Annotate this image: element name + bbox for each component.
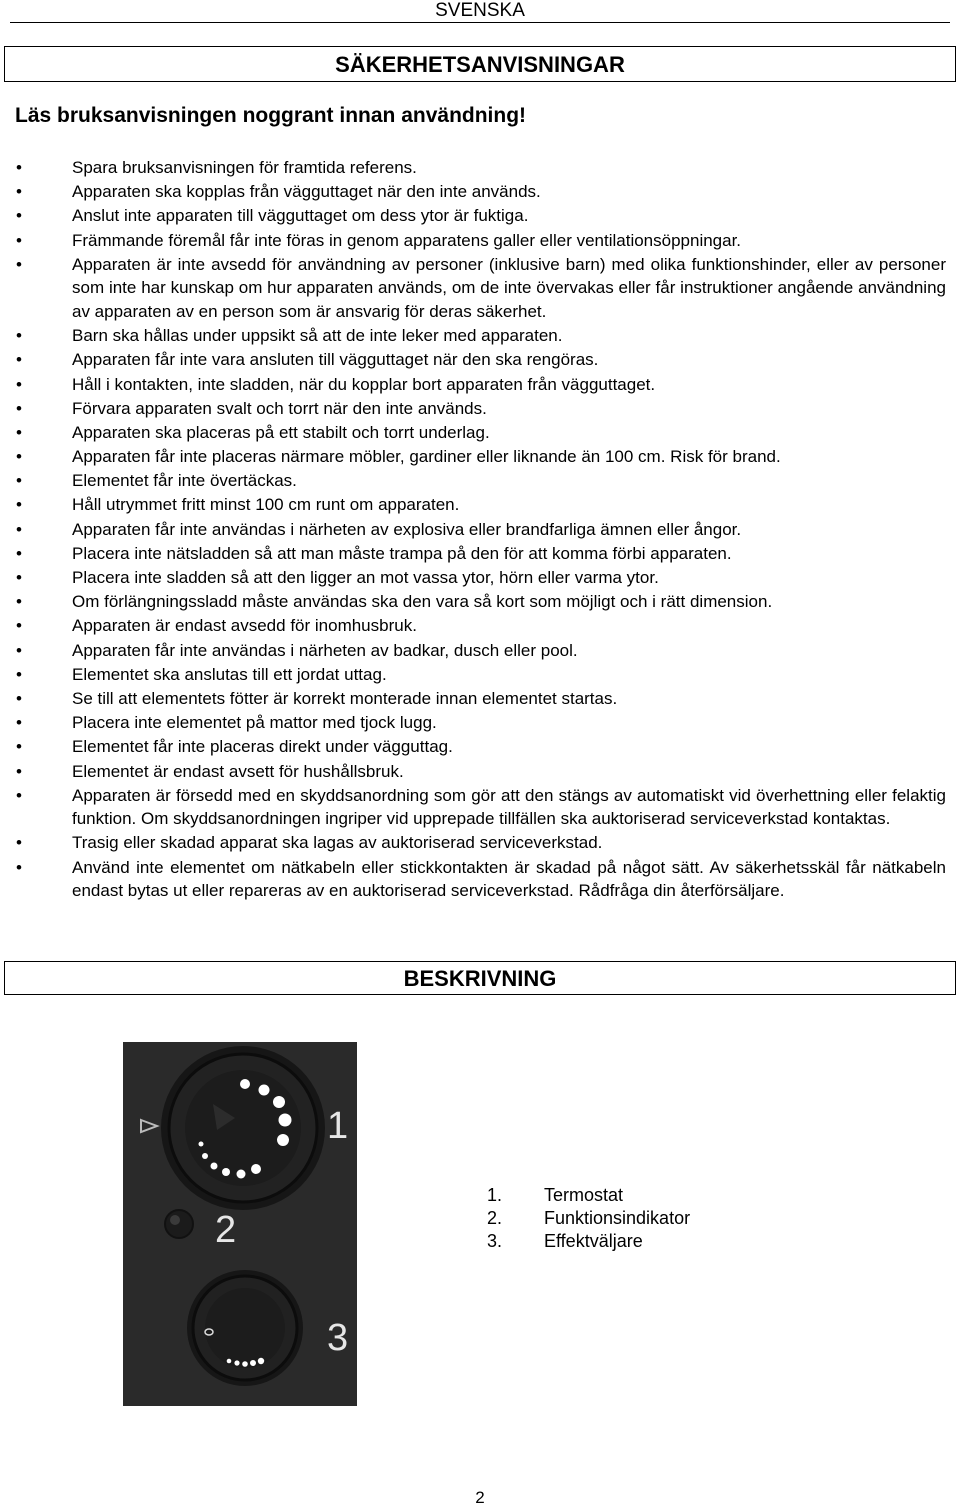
safety-rule-item: • Apparaten får inte vara ansluten till vägguttaget när den ska rengöras. <box>0 348 946 372</box>
safety-rule-item: • Främmande föremål får inte föras in genom apparatens galler eller ventilationsöppningar. <box>0 229 946 253</box>
power-selector-knob <box>187 1270 303 1386</box>
safety-rule-item: • Om förlängningssladd måste användas ska den vara så kort som möjligt och i rätt dimension. <box>0 590 946 614</box>
safety-rule-item: • Elementet får inte placeras direkt under vägguttag. <box>0 735 946 759</box>
control-panel-photo <box>123 1042 357 1406</box>
safety-title: SÄKERHETSANVISNINGAR <box>335 52 625 77</box>
safety-rule-item: • Apparaten får inte placeras närmare möbler, gardiner eller liknande än 100 cm. Risk för brand. <box>0 445 946 469</box>
component-legend <box>487 1184 690 1253</box>
safety-rule-item: • Använd inte elementet om nätkabeln eller stickkontakten är skadad på något sätt. Av säkerhetsskäl får nätkabeln endast bytas ut eller repareras av en auktoriserad serviceverkstad. Rådfråga din återförsäljare. <box>0 856 946 903</box>
safety-rules-list <box>0 156 946 903</box>
thermostat-knob <box>161 1046 325 1210</box>
safety-rule-item: • Håll i kontakten, inte sladden, när du kopplar bort apparaten från vägguttaget. <box>0 373 946 397</box>
safety-rule-item: • Förvara apparaten svalt och torrt när den inte används. <box>0 397 946 421</box>
safety-rule-item: • Spara bruksanvisningen för framtida referens. <box>0 156 946 180</box>
legend-label: Effektväljare <box>544 1231 643 1251</box>
label-3: 3 <box>327 1317 349 1359</box>
safety-rule-item: • Apparaten är inte avsedd för användning av personer (inklusive barn) med olika funktionshinder, eller av personer som inte har kunskap om hur apparaten används, om de inte övervakas eller får instruktioner angående användning av apparaten av en person som är ansvarig för deras säkerhet. <box>0 253 946 324</box>
safety-rule-item: • Elementet är endast avsett för hushållsbruk. <box>0 760 946 784</box>
safety-rule-item: • Apparaten är endast avsedd för inomhusbruk. <box>0 614 946 638</box>
language-label: SVENSKA <box>435 0 525 21</box>
page-header <box>10 0 950 23</box>
description-title: BESKRIVNING <box>403 966 557 991</box>
safety-rule-item: • Elementet får inte övertäckas. <box>0 469 946 493</box>
safety-rule-item: • Apparaten får inte användas i närheten av badkar, dusch eller pool. <box>0 639 946 663</box>
safety-rule-item: • Elementet ska anslutas till ett jordat uttag. <box>0 663 946 687</box>
legend-item <box>487 1184 690 1207</box>
label-1: 1 <box>327 1105 349 1147</box>
safety-rule-item: • Placera inte sladden så att den ligger an mot vassa ytor, hörn eller varma ytor. <box>0 566 946 590</box>
legend-number: 3. <box>487 1231 503 1251</box>
safety-rule-item: • Apparaten får inte användas i närheten av explosiva eller brandfarliga ämnen eller ångor. <box>0 518 946 542</box>
legend-item <box>487 1207 690 1230</box>
legend-number: 1. <box>487 1185 503 1205</box>
page-number: 2 <box>475 1488 485 1507</box>
indicator-light <box>165 1210 193 1238</box>
safety-rule-item: • Apparaten ska placeras på ett stabilt och torrt underlag. <box>0 421 946 445</box>
label-2: 2 <box>215 1209 237 1251</box>
control-panel-illustration <box>123 1042 357 1406</box>
description-section-title <box>4 961 956 995</box>
safety-section-title <box>4 46 956 82</box>
safety-rule-item: • Barn ska hållas under uppsikt så att de inte leker med apparaten. <box>0 324 946 348</box>
safety-rule-item: • Apparaten ska kopplas från vägguttaget när den inte används. <box>0 180 946 204</box>
safety-rule-item: • Se till att elementets fötter är korrekt monterade innan elementet startas. <box>0 687 946 711</box>
safety-rule-item: • Trasig eller skadad apparat ska lagas av auktoriserad serviceverkstad. <box>0 831 946 855</box>
legend-label: Termostat <box>544 1185 624 1205</box>
safety-rule-item: • Placera inte elementet på mattor med tjock lugg. <box>0 711 946 735</box>
legend-item <box>487 1230 690 1253</box>
safety-rule-item: • Apparaten är försedd med en skyddsanordning som gör att den stängs av automatiskt vid överhettning eller felaktig funktion. Om skyddsanordningen ingriper vid upprepade tillfällen ska auktoriserad serviceverkstad kontaktas. <box>0 784 946 831</box>
legend-number: 2. <box>487 1208 503 1228</box>
safety-rule-item: • Placera inte nätsladden så att man måste trampa på den för att komma förbi apparaten. <box>0 542 946 566</box>
safety-intro: Läs bruksanvisningen noggrant innan användning! <box>15 104 527 127</box>
safety-rule-item: • Håll utrymmet fritt minst 100 cm runt om apparaten. <box>0 493 946 517</box>
legend-label: Funktionsindikator <box>544 1208 691 1228</box>
safety-rule-item: • Anslut inte apparaten till vägguttaget om dess ytor är fuktiga. <box>0 204 946 228</box>
